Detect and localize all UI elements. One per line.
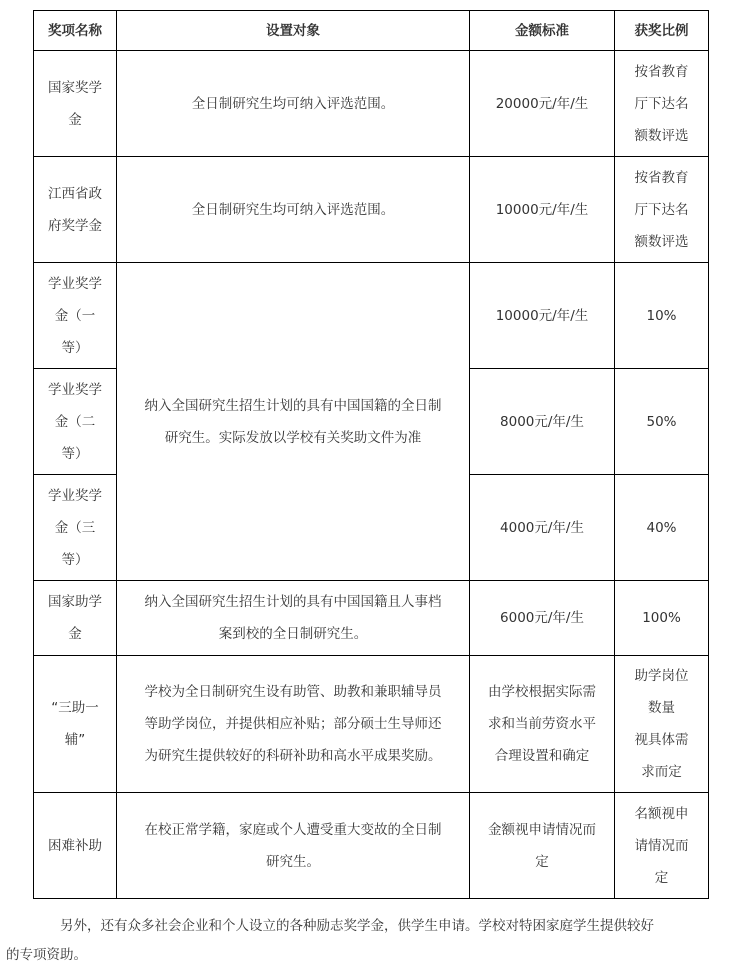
table-row — [34, 51, 709, 157]
footer-line-1: 另外，还有众多社会企业和个人设立的各种励志奖学金，供学生申请。学校对特困家庭学生提供较好 — [60, 918, 654, 934]
ratio-cell: 40% — [615, 475, 709, 581]
ratio-cell: 10% — [615, 263, 709, 369]
amount-cell: 金额视申请情况而 定 — [470, 793, 615, 899]
table-header-row — [34, 11, 709, 51]
ratio-cell: 50% — [615, 369, 709, 475]
ratio-cell: 名额视申 请情况而 定 — [615, 793, 709, 899]
award-name-cell: 困难补助 — [34, 793, 117, 899]
table-row — [34, 157, 709, 263]
ratio-cell: 100% — [615, 581, 709, 656]
header-target: 设置对象 — [117, 11, 470, 51]
amount-cell: 8000元/年/生 — [470, 369, 615, 475]
target-cell: 全日制研究生均可纳入评选范围。 — [117, 157, 470, 263]
award-name-cell: 国家助学 金 — [34, 581, 117, 656]
ratio-cell: 按省教育 厅下达名 额数评选 — [615, 157, 709, 263]
target-cell: 全日制研究生均可纳入评选范围。 — [117, 51, 470, 157]
amount-cell: 6000元/年/生 — [470, 581, 615, 656]
footer-note — [6, 912, 708, 970]
table-row — [34, 793, 709, 899]
header-award-name: 奖项名称 — [34, 11, 117, 51]
amount-cell: 20000元/年/生 — [470, 51, 615, 157]
target-cell: 在校正常学籍，家庭或个人遭受重大变故的全日制 研究生。 — [117, 793, 470, 899]
table-row — [34, 263, 709, 369]
amount-cell: 4000元/年/生 — [470, 475, 615, 581]
award-name-cell: 学业奖学 金（一 等） — [34, 263, 117, 369]
footer-line-2: 的专项资助。 — [6, 947, 87, 963]
amount-cell: 由学校根据实际需 求和当前劳资水平 合理设置和确定 — [470, 656, 615, 793]
target-cell-merged: 纳入全国研究生招生计划的具有中国国籍的全日制 研究生。实际发放以学校有关奖助文件为准 — [117, 263, 470, 581]
target-cell: 学校为全日制研究生设有助管、助教和兼职辅导员 等助学岗位，并提供相应补贴；部分硕士生导师还 为研究生提供较好的科研补助和高水平成果奖励。 — [117, 656, 470, 793]
award-name-cell: 学业奖学 金（二 等） — [34, 369, 117, 475]
award-name-cell: 江西省政 府奖学金 — [34, 157, 117, 263]
award-name-cell: 学业奖学 金（三 等） — [34, 475, 117, 581]
amount-cell: 10000元/年/生 — [470, 263, 615, 369]
scholarship-table — [33, 10, 709, 899]
table-row — [34, 581, 709, 656]
ratio-cell: 助学岗位 数量 视具体需 求而定 — [615, 656, 709, 793]
target-cell: 纳入全国研究生招生计划的具有中国国籍且人事档 案到校的全日制研究生。 — [117, 581, 470, 656]
table-row — [34, 656, 709, 793]
header-ratio: 获奖比例 — [615, 11, 709, 51]
amount-cell: 10000元/年/生 — [470, 157, 615, 263]
award-name-cell: “三助一 辅” — [34, 656, 117, 793]
ratio-cell: 按省教育 厅下达名 额数评选 — [615, 51, 709, 157]
header-amount: 金额标准 — [470, 11, 615, 51]
award-name-cell: 国家奖学 金 — [34, 51, 117, 157]
